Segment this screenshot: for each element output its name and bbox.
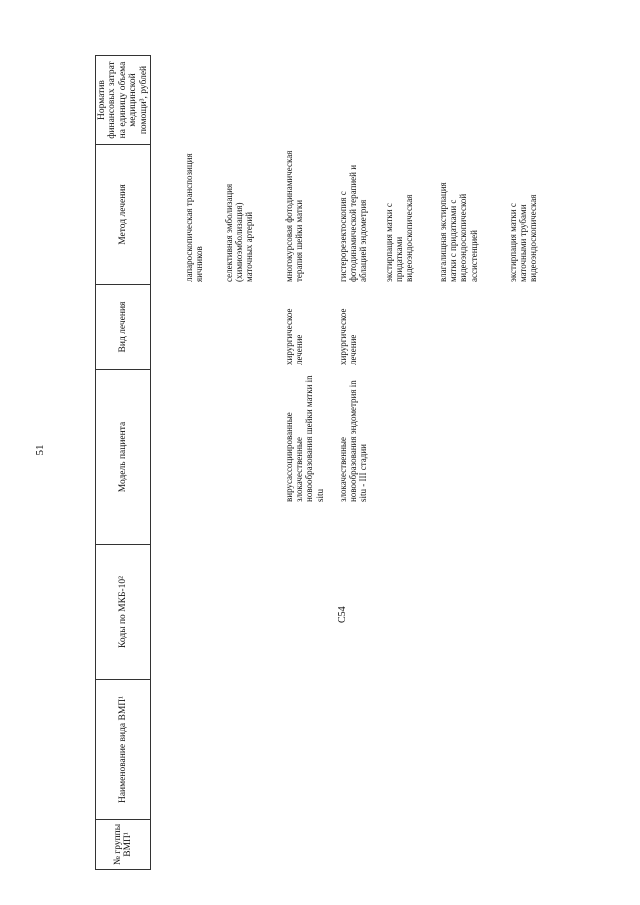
header-name: Наименование вида ВМП¹	[95, 679, 151, 820]
icd-cell: C54	[337, 606, 348, 623]
model-cell: вирусассоциированные злокачественные новообразования шейки матки in situ	[284, 375, 325, 502]
page-number: 51	[34, 444, 46, 456]
method-cell: гистерорезектоскопия с фотодинамической терапией и аблацией эндометрия	[338, 164, 369, 282]
method-cell: экстирпация матки с маточными трубами видеоэндоскопическая	[508, 194, 539, 282]
type-cell: хирургическое лечение	[338, 308, 359, 365]
header-method: Метод лечения	[95, 144, 151, 285]
method-cell: влагалищная экстирпация матки с придатками с видеоэндоскопической ассистенцией	[438, 182, 479, 282]
method-cell: многокурсовая фотодинамическая терапия шейки матки	[284, 150, 305, 282]
header-norm: Норматив финансовых затрат на единицу объема медицинской помощи³, рублей	[95, 55, 151, 145]
method-cell: селективная эмболизация (химиоэмболизация) маточных артерий	[224, 183, 255, 282]
header-model: Модель пациента	[95, 369, 151, 545]
type-cell: хирургическое лечение	[284, 308, 305, 365]
model-cell: злокачественные новообразования эндометрия in situ - III стадии	[338, 380, 369, 502]
method-cell: лапароскопическая транспозиция яичников	[184, 153, 205, 282]
header-icd: Коды по МКБ-10²	[95, 544, 151, 680]
header-type: Вид лечения	[95, 284, 151, 370]
header-group-no: № группы ВМП¹	[95, 819, 151, 870]
method-cell: экстирпация матки с придатками видеоэндоскопическая	[384, 194, 415, 282]
